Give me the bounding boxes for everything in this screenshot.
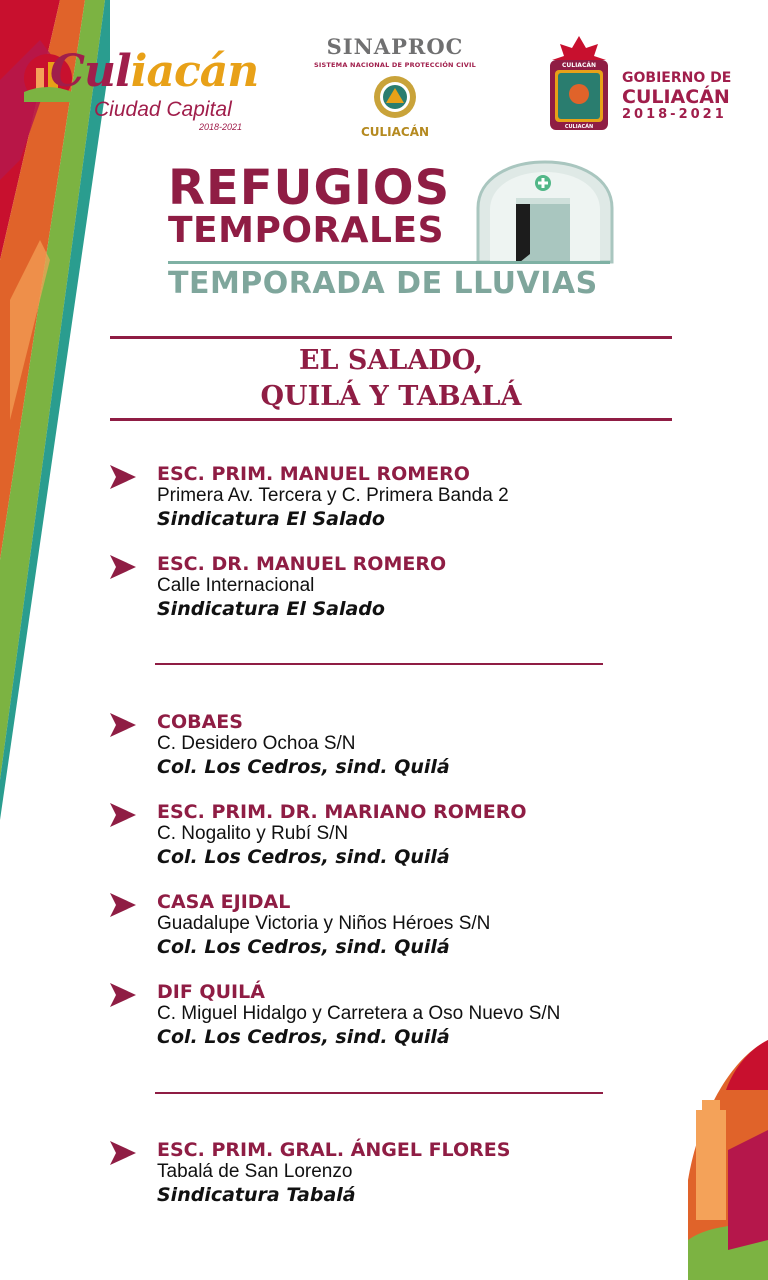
section-title-line2: QUILÁ Y TABALÁ bbox=[260, 381, 522, 412]
gobierno-line1: GOBIERNO DE bbox=[622, 70, 732, 86]
title-line2: TEMPORALES bbox=[168, 210, 445, 251]
gobierno-line2: CULIACÁN bbox=[622, 86, 730, 108]
shelter-address: C. Miguel Hidalgo y Carretera a Oso Nuevo S/N bbox=[157, 1003, 561, 1024]
shelter-area: Sindicatura El Salado bbox=[157, 508, 385, 530]
section-title bbox=[110, 343, 672, 415]
shelter-area: Col. Los Cedros, sind. Quilá bbox=[157, 846, 450, 868]
arrow-icon bbox=[110, 1141, 136, 1165]
shelter-name: ESC. PRIM. MANUEL ROMERO bbox=[157, 463, 470, 485]
shelter-address: Primera Av. Tercera y C. Primera Banda 2 bbox=[157, 485, 509, 506]
shelter-address: Tabalá de San Lorenzo bbox=[157, 1161, 353, 1182]
arrow-icon bbox=[110, 555, 136, 579]
arrow-icon bbox=[110, 465, 136, 489]
shelter-name: ESC. PRIM. GRAL. ÁNGEL FLORES bbox=[157, 1139, 511, 1161]
list-item bbox=[110, 801, 730, 873]
section-rule-top bbox=[110, 336, 672, 339]
arrow-icon bbox=[110, 983, 136, 1007]
arrow-icon bbox=[110, 893, 136, 917]
shelter-address: Guadalupe Victoria y Niños Héroes S/N bbox=[157, 913, 491, 934]
shelter-address: Calle Internacional bbox=[157, 575, 315, 596]
sinaproc-full-name: SISTEMA NACIONAL DE PROTECCIÓN CIVIL bbox=[314, 61, 476, 69]
gobierno-logo bbox=[548, 36, 748, 136]
culiacan-logo bbox=[22, 40, 257, 135]
list-item bbox=[110, 891, 730, 963]
arrow-icon bbox=[110, 713, 136, 737]
title-subtitle: TEMPORADA DE LLUVIAS bbox=[168, 266, 598, 301]
group-divider bbox=[155, 663, 603, 665]
shelter-name: ESC. PRIM. DR. MARIANO ROMERO bbox=[157, 801, 527, 823]
title-underline bbox=[168, 261, 610, 264]
sinaproc-logo bbox=[300, 34, 490, 144]
arrow-icon bbox=[110, 803, 136, 827]
section-title-line1: EL SALADO, bbox=[298, 345, 484, 376]
list-item bbox=[110, 1139, 730, 1211]
culiacan-subtitle: Ciudad Capital bbox=[94, 98, 232, 121]
culiacan-wordmark: Culiacán bbox=[50, 46, 259, 97]
shelter-area: Sindicatura El Salado bbox=[157, 598, 385, 620]
culiacan-years: 2018-2021 bbox=[199, 122, 243, 132]
shelter-address: C. Nogalito y Rubí S/N bbox=[157, 823, 349, 844]
group-divider bbox=[155, 1092, 603, 1094]
shelter-name: DIF QUILÁ bbox=[157, 981, 265, 1003]
shelter-area: Col. Los Cedros, sind. Quilá bbox=[157, 936, 450, 958]
shield-bottom-label: CULIACÁN bbox=[564, 124, 594, 130]
sinaproc-city: CULIACÁN bbox=[360, 125, 430, 139]
shelter-name: ESC. DR. MANUEL ROMERO bbox=[157, 553, 447, 575]
gobierno-line3: 2018-2021 bbox=[622, 107, 727, 122]
shield-top-label: CULIACÁN bbox=[561, 62, 597, 69]
shelter-area: Col. Los Cedros, sind. Quilá bbox=[157, 756, 450, 778]
list-item bbox=[110, 981, 730, 1053]
title-line1: REFUGIOS bbox=[168, 160, 451, 216]
list-item bbox=[110, 711, 730, 783]
shelter-address: C. Desidero Ochoa S/N bbox=[157, 733, 356, 754]
coat-of-arms-icon bbox=[548, 36, 610, 132]
list-item bbox=[110, 463, 730, 535]
shelter-area: Sindicatura Tabalá bbox=[157, 1184, 356, 1206]
shelter-tent-icon bbox=[470, 158, 620, 266]
shelter-name: CASA EJIDAL bbox=[157, 891, 291, 913]
civil-protection-seal-icon bbox=[373, 75, 417, 119]
section-rule-bottom bbox=[110, 418, 672, 421]
sinaproc-name: SINAPROC bbox=[326, 34, 464, 59]
list-item bbox=[110, 553, 730, 625]
shelter-name: COBAES bbox=[157, 711, 243, 733]
shelter-area: Col. Los Cedros, sind. Quilá bbox=[157, 1026, 450, 1048]
